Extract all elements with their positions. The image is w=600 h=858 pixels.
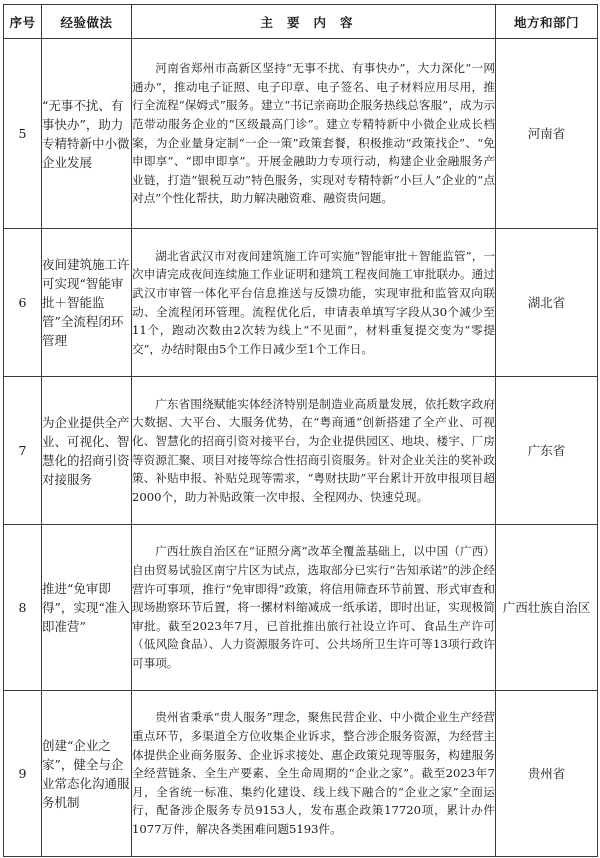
header-practice: 经验做法 [42, 5, 132, 39]
row-practice: 推进“免审即得”，实现“准入即准营” [42, 525, 132, 691]
table-row [4, 39, 598, 229]
row-practice: “无事不扰、有事快办”，助力专精特新中小微企业发展 [42, 39, 132, 229]
row-location: 贵州省 [496, 691, 598, 857]
row-content [132, 39, 496, 229]
experience-table [3, 4, 598, 857]
row-practice: 夜间建筑施工许可实现“智能审批＋智能监管”全流程闭环管理 [42, 229, 132, 377]
row-location: 广西壮族自治区 [496, 525, 598, 691]
row-content-text: 广西壮族自治区在“证照分离”改革全覆盖基础上，以中国（广西）自由贸易试验区南宁片区为试点，选取部分已实行“告知承诺”的涉企经营许可事项，推行“免审即得”政策，将信用筛查环节前置、形式审查和现场勘察环节后置，将一摞材料缩减成一纸承诺，即时出证，实现极简审批。截至2023年7月，已首批推出旅行社设立许可、食品生产许可（低风险食品）、人力资源服务许可、公共场所卫生许可等13项行政许可事项。 [132, 544, 495, 670]
row-location: 湖北省 [496, 229, 598, 377]
row-practice: 为企业提供全产业、可视化、智慧化的招商引资对接服务 [42, 377, 132, 525]
header-content-label: 主要内容 [260, 14, 367, 30]
row-number: 5 [4, 39, 42, 229]
header-location: 地方和部门 [496, 5, 598, 39]
row-content-text: 贵州省秉承“贵人服务”理念，聚焦民营企业、中小微企业生产经营重点环节，多渠道全方位收集企业诉求，整合涉企服务资源，为经营主体提供企业商务服务、企业诉求接处、惠企政策兑现等服务，构建服务全经营链条、全生产要素、全生命周期的“企业之家”。截至2023年7月，全省统一标准、集约化建设、线上线下融合的“企业之家”全面运行，配备涉企服务专员9153人，发布惠企政策17720项，累计办件1077万件，解决各类困难问题5193件。 [132, 710, 495, 836]
table-row [4, 377, 598, 525]
row-location: 广东省 [496, 377, 598, 525]
row-number: 8 [4, 525, 42, 691]
row-content-text: 河南省郑州市高新区坚持“无事不扰、有事快办”，大力深化“一网通办”，推动电子证照、电子印章、电子签名、电子材料应用尽用，推行全流程“保姆式”服务。建立“书记亲商助企服务热线总客服”，成为示范带动服务企业的“区级最高门诊”。建立专精特新中小微企业成长档案，为企业量身定制“一企一策”政策套餐，积极推动“政策找企”、“免申即享”、“即申即享”。开展金融助力专项行动，构建企业金融服务产业链，打造“银税互动”特色服务，实现对专精特新“小巨人”企业的“点对点”个性化帮扶，助力解决融资难、融资贵问题。 [132, 61, 495, 206]
row-location: 河南省 [496, 39, 598, 229]
row-number: 7 [4, 377, 42, 525]
row-content [132, 691, 496, 857]
row-number: 6 [4, 229, 42, 377]
row-content [132, 229, 496, 377]
row-content-text: 广东省围绕赋能实体经济特别是制造业高质量发展，依托数字政府大数据、大平台、大服务优势，在“粤商通”创新搭建了全产业、可视化、智慧化的招商引资对接平台，为企业提供园区、地块、楼宇、厂房等资源汇聚、项目对接等综合性招商引资服务。针对企业关注的奖补政策、补贴申报、补贴兑现等需求，“粤财扶助”平台累计开放申报项目超2000个，助力补贴政策一次申报、全程网办、快速兑现。 [132, 396, 495, 504]
table-header-row [4, 5, 598, 39]
table-row [4, 691, 598, 857]
row-number: 9 [4, 691, 42, 857]
row-practice: 创建“企业之家”，健全与企业常态化沟通服务机制 [42, 691, 132, 857]
header-num: 序号 [4, 5, 42, 39]
table-row [4, 229, 598, 377]
table-row [4, 525, 598, 691]
row-content [132, 525, 496, 691]
header-content [132, 5, 496, 39]
row-content [132, 377, 496, 525]
row-content-text: 湖北省武汉市对夜间建筑施工许可实施“智能审批＋智能监管”，一次申请完成夜间连续施工作业证明和建筑工程夜间施工审批联办。通过武汉市审管一体化平台信息推送与反馈功能，实现审批和监管双向联动、全流程闭环管理。流程优化后，申请表单填写字段从30个减少至11个，跑动次数由2次转为线上“不见面”，材料重复提交变为“零提交”，办结时限由5个工作日减少至1个工作日。 [132, 248, 495, 356]
